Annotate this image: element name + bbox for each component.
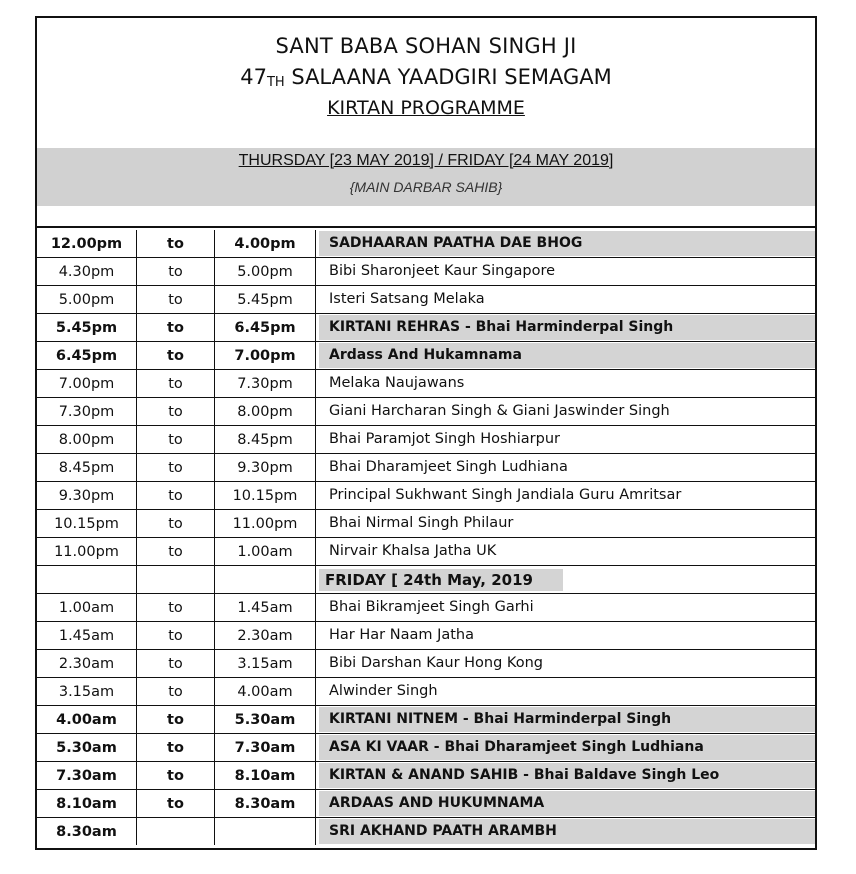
start-time: 8.45pm — [37, 454, 137, 482]
to-label: to — [137, 650, 215, 678]
programme-cell — [316, 650, 816, 678]
programme-name: Alwinder Singh — [329, 683, 438, 699]
start-time: 3.15am — [37, 678, 137, 706]
title-event: SALAANA YAADGIRI SEMAGAM — [284, 65, 612, 89]
day-band-venue: {MAIN DARBAR SAHIB} — [349, 179, 503, 195]
end-time: 2.30am — [215, 622, 316, 650]
schedule-row — [37, 790, 815, 818]
programme-cell — [316, 622, 816, 650]
title-line-2 — [37, 65, 815, 89]
schedule-table — [37, 230, 815, 845]
start-time: 5.45pm — [37, 314, 137, 342]
programme-cell — [316, 258, 816, 286]
programme-cell — [316, 398, 816, 426]
to-label: to — [137, 342, 215, 370]
programme-name: Melaka Naujawans — [329, 375, 465, 391]
end-time: 4.00am — [215, 678, 316, 706]
programme-cell — [316, 790, 816, 818]
start-time: 5.30am — [37, 734, 137, 762]
to-label — [137, 818, 215, 846]
programme-name: Bhai Dharamjeet Singh Ludhiana — [329, 459, 568, 475]
start-time: 4.30pm — [37, 258, 137, 286]
programme-cell — [316, 286, 816, 314]
programme-name: SADHAARAN PAATHA DAE BHOG — [319, 231, 815, 256]
schedule-row — [37, 370, 815, 398]
end-time: 8.00pm — [215, 398, 316, 426]
title-number: 47 — [240, 65, 267, 89]
programme-cell — [316, 594, 816, 622]
schedule-row — [37, 258, 815, 286]
to-label: to — [137, 594, 215, 622]
title-line-3: KIRTAN PROGRAMME — [327, 97, 525, 119]
programme-name: Bhai Nirmal Singh Philaur — [329, 515, 514, 531]
end-time — [215, 566, 316, 594]
start-time: 7.30pm — [37, 398, 137, 426]
end-time: 10.15pm — [215, 482, 316, 510]
programme-name: Bibi Sharonjeet Kaur Singapore — [329, 263, 556, 279]
to-label: to — [137, 258, 215, 286]
to-label: to — [137, 510, 215, 538]
spacer-row — [37, 206, 815, 228]
start-time: 12.00pm — [37, 230, 137, 258]
schedule-row — [37, 482, 815, 510]
programme-cell — [316, 510, 816, 538]
to-label: to — [137, 678, 215, 706]
programme-name: Nirvair Khalsa Jatha UK — [329, 543, 497, 559]
to-label: to — [137, 398, 215, 426]
programme-cell — [316, 762, 816, 790]
schedule-row — [37, 678, 815, 706]
schedule-row — [37, 286, 815, 314]
end-time: 9.30pm — [215, 454, 316, 482]
start-time: 1.45am — [37, 622, 137, 650]
schedule-row — [37, 398, 815, 426]
end-time: 4.00pm — [215, 230, 316, 258]
programme-cell — [316, 734, 816, 762]
schedule-subheader-row — [37, 566, 815, 594]
programme-name: Ardass And Hukamnama — [319, 343, 815, 368]
end-time: 5.30am — [215, 706, 316, 734]
end-time: 7.00pm — [215, 342, 316, 370]
programme-cell — [316, 706, 816, 734]
programme-cell — [316, 482, 816, 510]
to-label: to — [137, 230, 215, 258]
schedule-row — [37, 818, 815, 846]
start-time: 10.15pm — [37, 510, 137, 538]
to-label: to — [137, 790, 215, 818]
schedule-row — [37, 454, 815, 482]
to-label: to — [137, 314, 215, 342]
end-time — [215, 818, 316, 846]
programme-name: KIRTANI REHRAS - Bhai Harminderpal Singh — [319, 315, 815, 340]
schedule-row — [37, 538, 815, 566]
start-time — [37, 566, 137, 594]
schedule-row — [37, 706, 815, 734]
to-label — [137, 566, 215, 594]
programme-cell — [316, 342, 816, 370]
programme-cell — [316, 678, 816, 706]
schedule-row — [37, 342, 815, 370]
programme-name: Har Har Naam Jatha — [329, 627, 474, 643]
end-time: 6.45pm — [215, 314, 316, 342]
programme-name: SRI AKHAND PAATH ARAMBH — [319, 819, 815, 844]
start-time: 1.00am — [37, 594, 137, 622]
title-ordinal: TH — [266, 75, 285, 90]
to-label: to — [137, 734, 215, 762]
end-time: 7.30am — [215, 734, 316, 762]
programme-cell — [316, 538, 816, 566]
schedule-row — [37, 622, 815, 650]
start-time: 7.00pm — [37, 370, 137, 398]
to-label: to — [137, 622, 215, 650]
programme-name: Bhai Paramjot Singh Hoshiarpur — [329, 431, 560, 447]
end-time: 5.00pm — [215, 258, 316, 286]
schedule-row — [37, 734, 815, 762]
end-time: 11.00pm — [215, 510, 316, 538]
start-time: 8.00pm — [37, 426, 137, 454]
end-time: 8.10am — [215, 762, 316, 790]
programme-cell — [316, 426, 816, 454]
subheader-day: FRIDAY [ 24th May, 2019 — [319, 569, 563, 591]
schedule-body — [37, 230, 815, 845]
start-time: 2.30am — [37, 650, 137, 678]
programme-name: Giani Harcharan Singh & Giani Jaswinder Singh — [329, 403, 670, 419]
to-label: to — [137, 370, 215, 398]
start-time: 8.10am — [37, 790, 137, 818]
schedule-row — [37, 510, 815, 538]
title-line-1: SANT BABA SOHAN SINGH JI — [275, 34, 577, 58]
end-time: 1.00am — [215, 538, 316, 566]
end-time: 3.15am — [215, 650, 316, 678]
end-time: 5.45pm — [215, 286, 316, 314]
start-time: 8.30am — [37, 818, 137, 846]
start-time: 4.00am — [37, 706, 137, 734]
to-label: to — [137, 706, 215, 734]
schedule-row — [37, 594, 815, 622]
to-label: to — [137, 454, 215, 482]
programme-cell — [316, 314, 816, 342]
programme-name: Bhai Bikramjeet Singh Garhi — [329, 599, 534, 615]
to-label: to — [137, 286, 215, 314]
programme-cell — [316, 370, 816, 398]
end-time: 7.30pm — [215, 370, 316, 398]
programme-name: Isteri Satsang Melaka — [329, 291, 485, 307]
start-time: 6.45pm — [37, 342, 137, 370]
programme-sheet — [35, 16, 817, 850]
programme-name: ASA KI VAAR - Bhai Dharamjeet Singh Ludhiana — [319, 735, 815, 760]
programme-cell — [316, 230, 816, 258]
to-label: to — [137, 538, 215, 566]
start-time: 11.00pm — [37, 538, 137, 566]
programme-name: ARDAAS AND HUKUMNAMA — [319, 791, 815, 816]
header — [37, 18, 815, 150]
end-time: 1.45am — [215, 594, 316, 622]
programme-name: Bibi Darshan Kaur Hong Kong — [329, 655, 543, 671]
start-time: 5.00pm — [37, 286, 137, 314]
to-label: to — [137, 762, 215, 790]
start-time: 9.30pm — [37, 482, 137, 510]
programme-cell — [316, 454, 816, 482]
day-band — [37, 148, 815, 206]
schedule-row — [37, 426, 815, 454]
end-time: 8.45pm — [215, 426, 316, 454]
programme-cell — [316, 818, 816, 846]
schedule-row — [37, 314, 815, 342]
programme-name: KIRTAN & ANAND SAHIB - Bhai Baldave Singh Leo — [319, 763, 815, 788]
day-band-title: THURSDAY [23 MAY 2019] / FRIDAY [24 MAY 2019] — [238, 152, 614, 169]
schedule-row — [37, 762, 815, 790]
end-time: 8.30am — [215, 790, 316, 818]
to-label: to — [137, 482, 215, 510]
programme-cell — [316, 566, 816, 594]
schedule-row — [37, 650, 815, 678]
programme-name: KIRTANI NITNEM - Bhai Harminderpal Singh — [319, 707, 815, 732]
programme-name: Principal Sukhwant Singh Jandiala Guru Amritsar — [329, 487, 682, 503]
start-time: 7.30am — [37, 762, 137, 790]
schedule-row — [37, 230, 815, 258]
to-label: to — [137, 426, 215, 454]
